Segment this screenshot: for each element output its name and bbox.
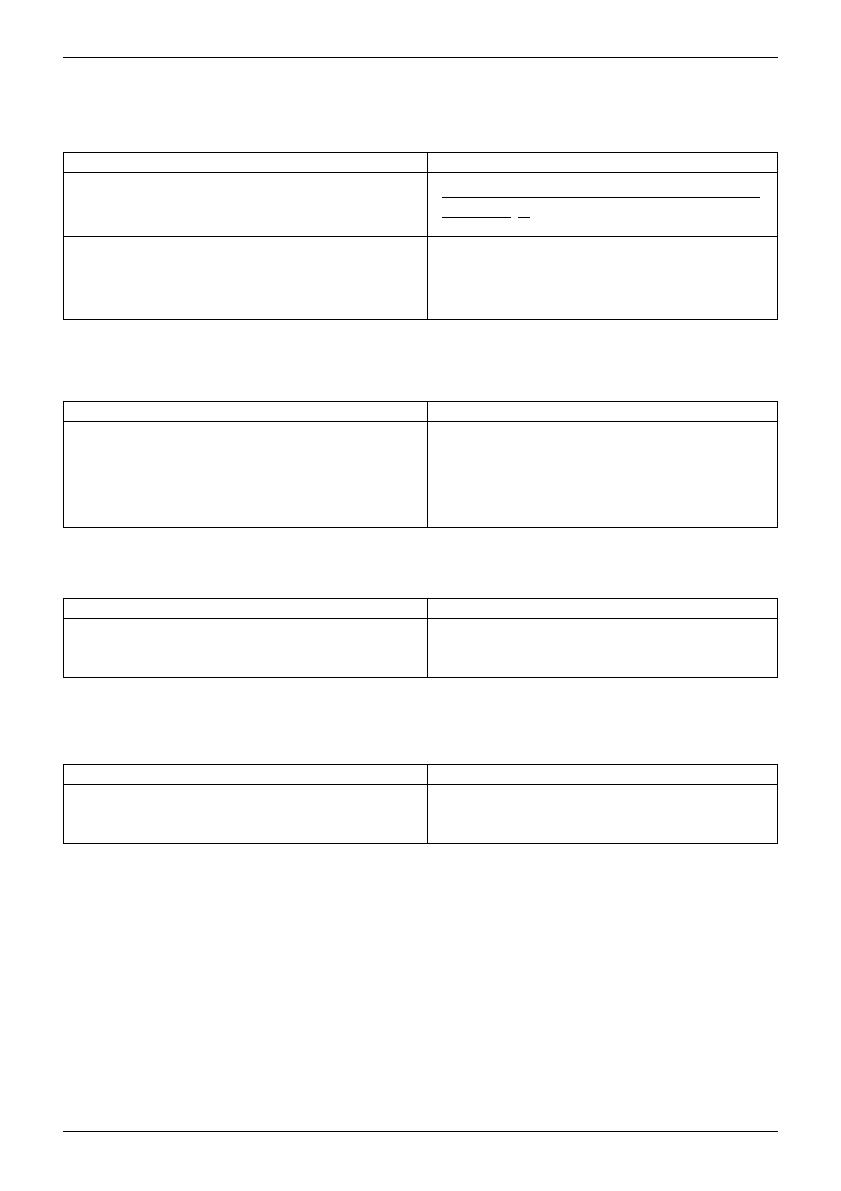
table-row (64, 765, 778, 785)
table-1-row-1-right (427, 173, 778, 237)
table-4-row-1-right (427, 785, 778, 844)
link-underline-1[interactable] (442, 184, 760, 198)
table-row (64, 422, 778, 528)
table-1-row-2-right (427, 237, 778, 320)
table-3-header-left (64, 599, 428, 619)
table-4-row-1-left (64, 785, 428, 844)
table-1-row-2-left (64, 237, 428, 320)
table-row (64, 237, 778, 320)
table-1-header-left (64, 153, 428, 173)
table-3-row-1-left (64, 619, 428, 678)
table-4 (63, 764, 778, 844)
table-row (64, 402, 778, 422)
table-row (64, 173, 778, 237)
table-4-header-left (64, 765, 428, 785)
table-3-row-1-right (427, 619, 778, 678)
table-row (64, 785, 778, 844)
table-2 (63, 401, 778, 528)
header-rule (63, 57, 778, 58)
table-row (64, 619, 778, 678)
table-row (64, 153, 778, 173)
table-1 (63, 152, 778, 320)
footer-rule (63, 1131, 778, 1132)
table-2-header-right (427, 402, 778, 422)
table-3-header-right (427, 599, 778, 619)
table-2-row-1-right (427, 422, 778, 528)
table-3 (63, 598, 778, 678)
table-2-header-left (64, 402, 428, 422)
table-4-header-right (427, 765, 778, 785)
table-1-row-1-left (64, 173, 428, 237)
link-underline-3[interactable] (518, 204, 530, 218)
link-underline-2[interactable] (442, 204, 511, 218)
table-row (64, 599, 778, 619)
table-1-header-right (427, 153, 778, 173)
table-2-row-1-left (64, 422, 428, 528)
